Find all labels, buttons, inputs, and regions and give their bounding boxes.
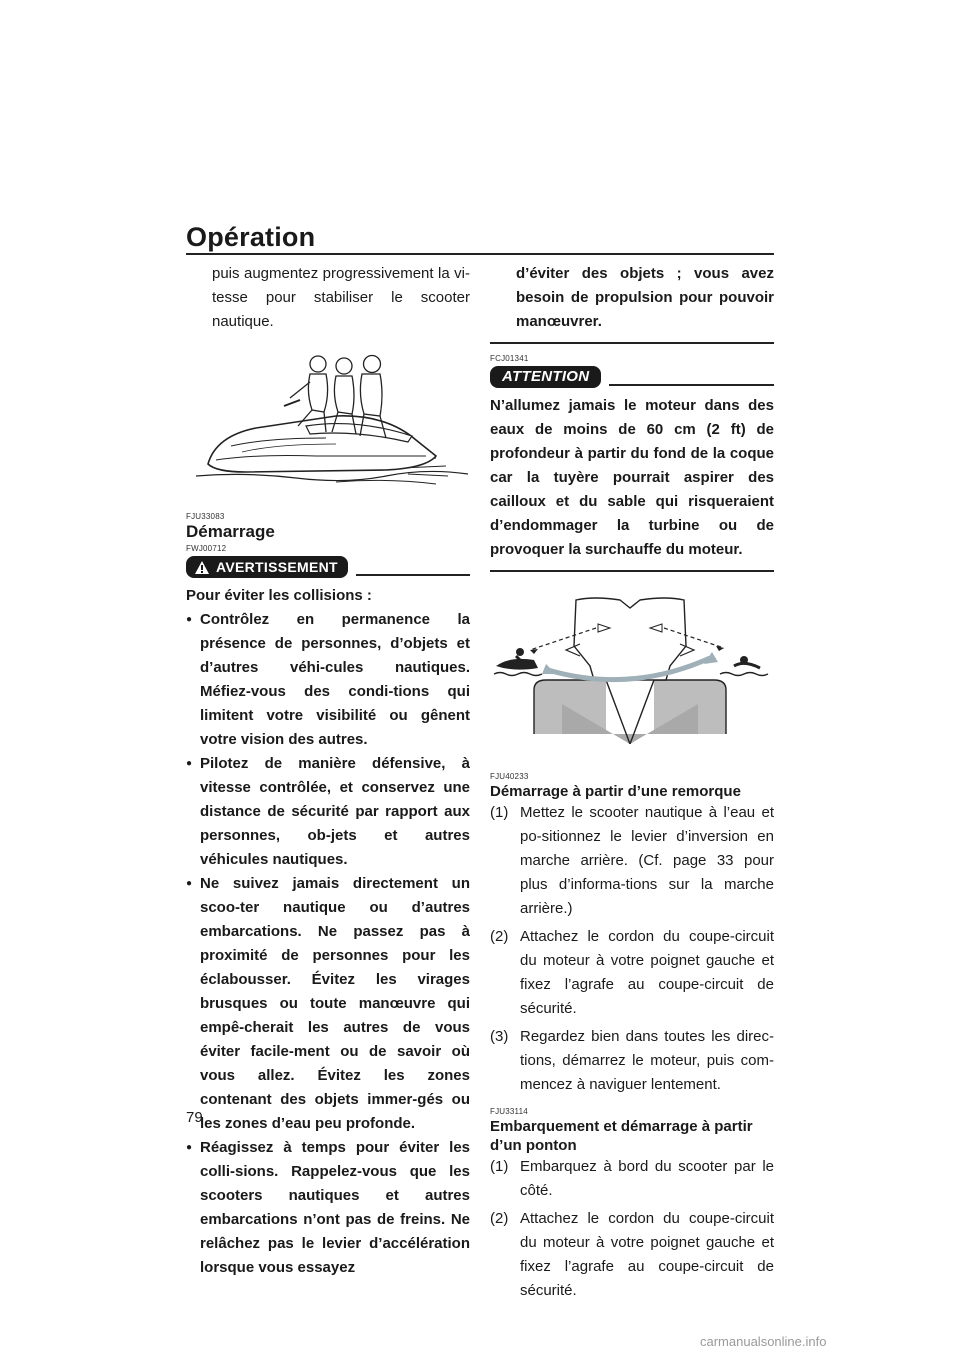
warning-bullet: ● Ne suivez jamais directement un scoo-ter nautique ou d’autres embarcations. Ne passez pas à proximité de personnes pour les éclabousser. Évitez les virages brusques ou toute manœuvre qui empê-cherait les autres de vous éviter facile-ment ou de savoir où vous allez. Évitez les zones contenant des objets immer-gés ou les zones d’eau peu profonde. (186, 872, 470, 1136)
step-item (490, 1155, 774, 1203)
step-number: (2) (490, 1210, 509, 1227)
attention-header (490, 366, 774, 388)
page-title: Opération (186, 222, 316, 252)
warning-label: AVERTISSEMENT (216, 559, 338, 575)
warning-bullet: ● Contrôlez en permanence la présence de personnes, d’objets et d’autres véhi-cules nautiques. Méfiez-vous des condi-tions qui limitent votre visibilité ou gênent votre vision des autres. (186, 608, 470, 752)
warning-bullet: ● Réagissez à temps pour éviter les colli-sions. Rappelez-vous que les scooters nautiques et autres embarcations n’ont pas de freins. Ne relâchez pas le levier d’accélération lorsque vous essayez (186, 1136, 470, 1280)
step-text: Mettez le scooter nautique à l’eau et po-sitionnez le levier d’inversion en marche arrière. (Cf. page 33 pour plus d’informa-tions sur la marche arrière.) (520, 804, 774, 917)
section-title: Démarrage (186, 522, 275, 541)
trailer-code: FJU40233 (490, 772, 529, 781)
step-item (490, 801, 774, 921)
step-item (490, 1207, 774, 1303)
step-number: (1) (490, 1158, 509, 1175)
dock-title: Embarquement et démarrage à partir d’un ponton (490, 1118, 753, 1154)
warning-bullet: ● Pilotez de manière défensive, à vitesse contrôlée, et conservez une distance de sécurité par rapport aux personnes, ob-jets et autres véhicules nautiques. (186, 752, 470, 872)
step-item (490, 1025, 774, 1097)
page-number: 79 (186, 1109, 203, 1126)
warning-bullets (186, 608, 470, 1280)
watermark: carmanualsonline.info (700, 1334, 827, 1349)
step-text: Embarquez à bord du scooter par le côté. (520, 1158, 774, 1199)
step-number: (2) (490, 928, 509, 945)
intro-paragraph: puis augmentez progressivement la vi-tesse pour stabiliser le scooter nautique. (212, 265, 470, 330)
attention-end-rule (490, 570, 774, 572)
attention-text: N’allumez jamais le moteur dans des eaux de moins de 60 cm (2 ft) de profondeur à partir du fond de la coque car la tuyère pourrait aspirer des cailloux et du sable qui risqueraient d’endommager la turbine ou de provoquer la surchauffe du moteur. (490, 397, 774, 558)
warning-code: FWJ00712 (186, 544, 227, 553)
warning-badge (186, 556, 348, 578)
warning-header (186, 556, 470, 578)
step-text: Attachez le cordon du coupe-circuit du moteur à votre poignet gauche et fixez l’agrafe au coupe-circuit de sécurité. (520, 928, 774, 1017)
header-rule (186, 253, 774, 255)
warning-intro: Pour éviter les collisions : (186, 587, 372, 604)
step-text: Regardez bien dans toutes les direc-tions, démarrez le moteur, puis com-mencez à naviguer lentement. (520, 1028, 774, 1093)
section-code: FJU33083 (186, 512, 225, 521)
dock-code: FJU33114 (490, 1107, 528, 1116)
warning-triangle-icon (194, 560, 210, 575)
warning-end-rule (490, 342, 774, 344)
look-around-illustration (490, 594, 774, 744)
step-item (490, 925, 774, 1021)
trailer-title: Démarrage à partir d’une remorque (490, 783, 741, 800)
step-number: (1) (490, 804, 509, 821)
step-number: (3) (490, 1028, 509, 1045)
trailer-steps (490, 801, 774, 1097)
attention-rule (609, 384, 774, 386)
attention-code: FCJ01341 (490, 354, 529, 363)
step-text: Attachez le cordon du coupe-circuit du moteur à votre poignet gauche et fixez l’agrafe au coupe-circuit de sécurité. (520, 1210, 774, 1299)
left-column (186, 262, 470, 1280)
warning-continuation: d’éviter des objets ; vous avez besoin de propulsion pour pouvoir manœuvrer. (516, 265, 774, 330)
attention-badge: ATTENTION (490, 366, 601, 388)
riders-on-watercraft-illustration (186, 344, 470, 494)
right-column (490, 262, 774, 1303)
warning-rule (356, 574, 470, 576)
dock-steps (490, 1155, 774, 1303)
